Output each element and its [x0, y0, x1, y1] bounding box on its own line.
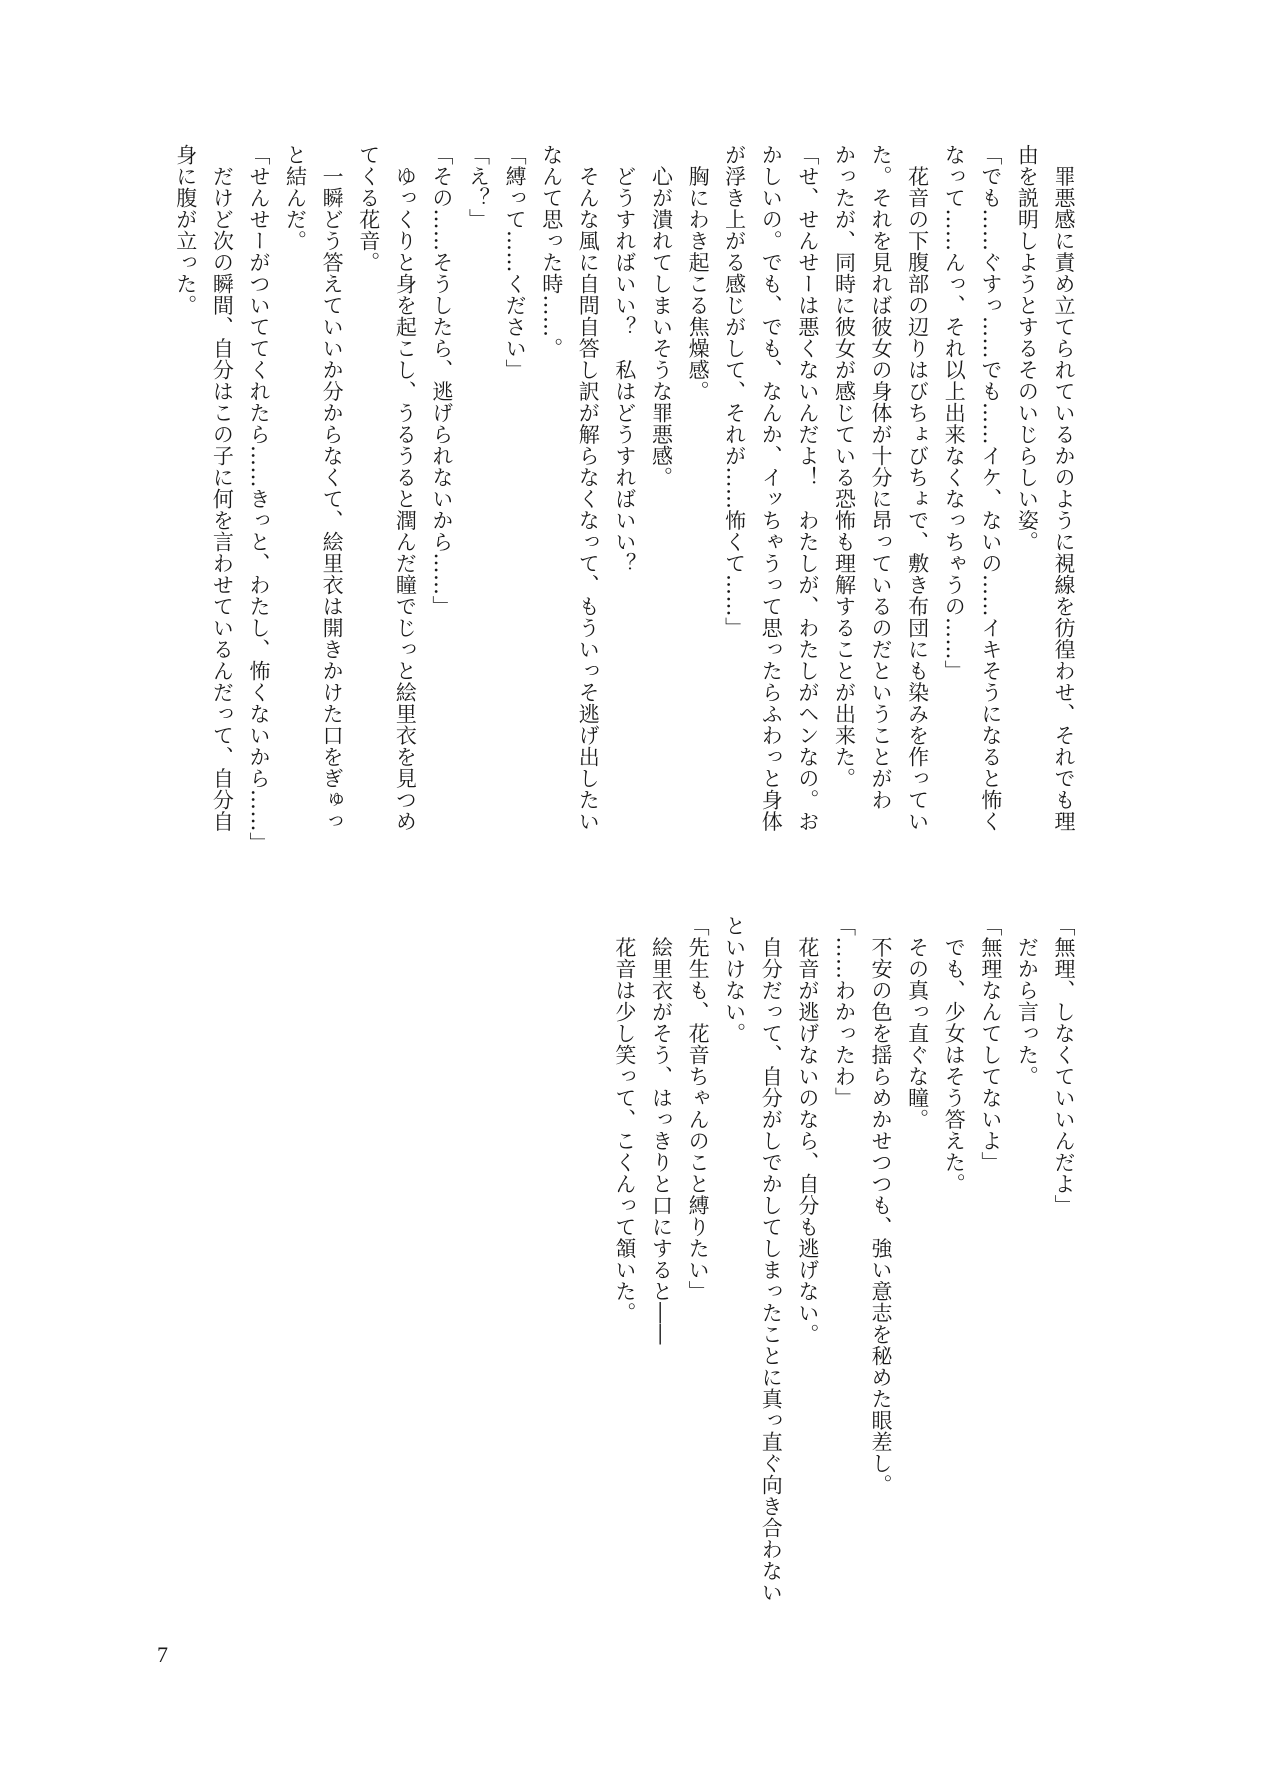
upper-text-line: どうすればいい？ 私はどうすればいい？ [612, 144, 637, 574]
upper-text-line: 「え？」 [466, 144, 491, 230]
lower-text-line: といけない。 [722, 915, 747, 1044]
upper-text-line: 「でも……ぐすっ……でも……イケ、ないの……イキそうになると怖く [978, 144, 1003, 832]
lower-text-line: 「無理なんてしてないよ」 [978, 915, 1003, 1173]
upper-text-line: なんて思った時……。 [539, 144, 564, 359]
lower-text-line: 花音が逃げないのなら、自分も逃げない。 [795, 915, 820, 1345]
lower-text-line: 絵里衣がそう、はっきりと口にすると―― [649, 915, 674, 1345]
upper-text-line: ゆっくりと身を起こし、うるうると潤んだ瞳でじっと絵里衣を見つめ [393, 144, 418, 832]
upper-text-line: 花音の下腹部の辺りはびちょびちょで、敷き布団にも染みを作ってい [905, 144, 930, 832]
upper-text-line: 「縛って……ください」 [503, 144, 528, 381]
lower-text-line: 自分だって、自分がしでかしてしまったことに真っ直ぐ向き合わない [759, 915, 784, 1603]
upper-text-line: 心が潰れてしまいそうな罪悪感。 [649, 144, 674, 488]
lower-text-line: だから言った。 [1015, 915, 1040, 1087]
upper-text-line: そんな風に自問自答し訳が解らなくなって、もういっそ逃げ出したい [576, 144, 601, 832]
upper-text-line: てくる花音。 [356, 144, 381, 273]
upper-text-line: なって……んっ、それ以上出来なくなっちゃうの……」 [942, 144, 967, 682]
upper-text-line: かったが、同時に彼女が感じている恐怖も理解することが出来た。 [832, 144, 857, 789]
lower-text-line: でも、少女はそう答えた。 [942, 915, 967, 1195]
page-number: 7 [157, 1642, 168, 1667]
upper-text-line: 「せんせーがついててくれたら……きっと、わたし、怖くないから……」 [246, 144, 271, 854]
upper-text-line: 罪悪感に責め立てられているかのように視線を彷徨わせ、それでも理 [1052, 144, 1076, 832]
lower-text-line: 「……わかったわ」 [832, 915, 857, 1109]
lower-text-line: 「無理、しなくていいんだよ」 [1052, 915, 1076, 1216]
lower-text-block [482, 915, 1082, 1625]
lower-text-line: 「先生も、花音ちゃんのこと縛りたい」 [686, 915, 711, 1302]
upper-text-line: 「せ、せんせーは悪くないんだよ！ わたしが、わたしがヘンなの。お [795, 144, 820, 832]
lower-text-line: その真っ直ぐな瞳。 [905, 915, 930, 1130]
upper-text-line: 「その……そうしたら、逃げられないから……」 [429, 144, 454, 617]
upper-text-line: 由を説明しようとするそのいじらしい姿。 [1015, 144, 1040, 553]
lower-text-line: 花音は少し笑って、こくんって頷いた。 [612, 915, 637, 1324]
upper-text-line: た。それを見れば彼女の身体が十分に昂っているのだということがわ [869, 144, 894, 811]
upper-text-line: かしいの。でも、でも、なんか、イッちゃうって思ったらふわっと身体 [759, 144, 784, 832]
upper-text-line: が浮き上がる感じがして、それが……怖くて……」 [722, 144, 747, 639]
upper-text-line: 身に腹が立った。 [173, 144, 198, 316]
upper-text-line: だけど次の瞬間、自分はこの子に何を言わせているんだって、自分自 [210, 144, 235, 832]
lower-text-line: 不安の色を揺らめかせつつも、強い意志を秘めた眼差し。 [869, 915, 894, 1496]
upper-text-line: と結んだ。 [283, 144, 308, 252]
upper-text-line: 一瞬どう答えていいか分からなくて、絵里衣は開きかけた口をぎゅっ [320, 144, 345, 832]
upper-text-line: 胸にわき起こる焦燥感。 [686, 144, 711, 402]
upper-text-block [173, 144, 1082, 854]
